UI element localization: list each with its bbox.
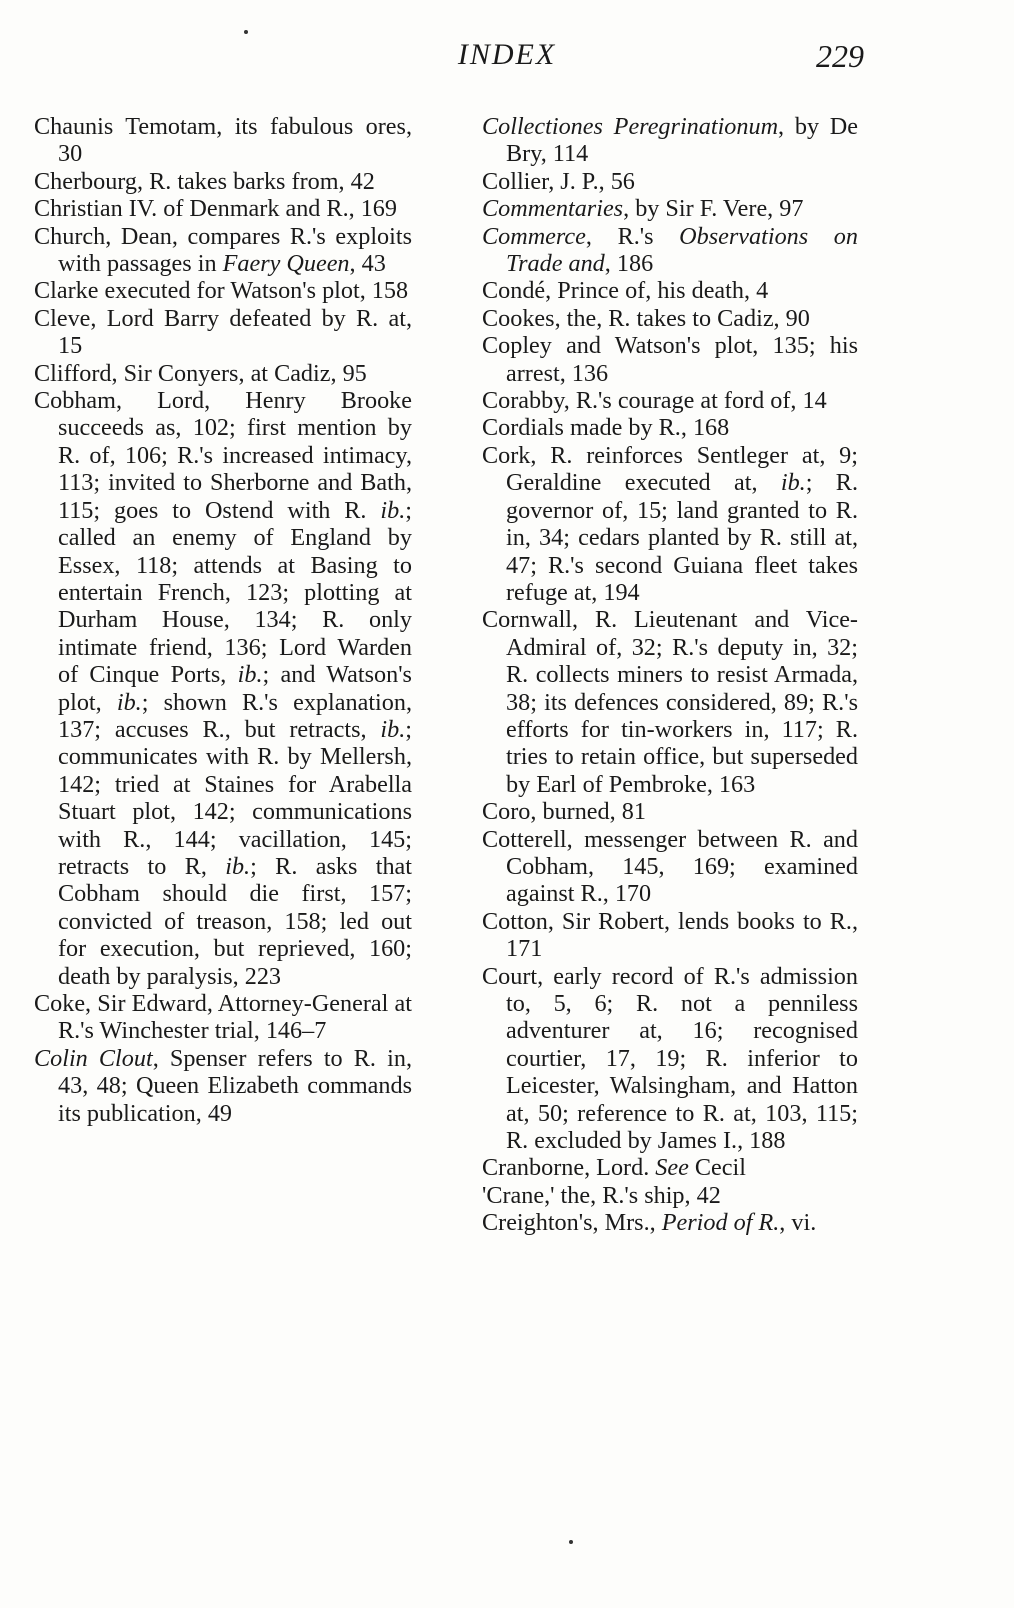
index-entry: Cork, R. reinforces Sentleger at, 9; Geraldine executed at, ib.; R. governor of, 15; land granted to R. in, 34; cedars planted by R. still at, 47; R.'s second Guiana fleet takes refuge at, 194	[482, 441, 858, 606]
index-entry: Colin Clout, Spenser refers to R. in, 43, 48; Queen Elizabeth commands its publication, 49	[34, 1044, 412, 1127]
index-entry: Coke, Sir Edward, Attorney-General at R.'s Winchester trial, 146–7	[34, 990, 412, 1045]
index-entry: Clarke executed for Watson's plot, 158	[34, 277, 409, 305]
index-entry: Cotton, Sir Robert, lends books to R., 171	[482, 907, 858, 963]
index-entry: Cordials made by R., 168	[482, 414, 730, 442]
index-entry: Church, Dean, compares R.'s exploits with passages in Faery Queen, 43	[34, 222, 412, 278]
index-entry: Christian IV. of Denmark and R., 169	[34, 195, 397, 223]
index-entry: Cobham, Lord, Henry Brooke succeeds as, 102; first mention by R. of, 106; R.'s increased intimacy, 113; invited to Sherborne and Bath, 115; goes to Ostend with R. ib.; called an enemy of England by Essex, 118; attends at Basing to entertain French, 123; plotting at Durham House, 134; R. only intimate friend, 136; Lord Warden of Cinque Ports, ib.; and Watson's plot, ib.; shown R.'s explanation, 137; accuses R., but retracts, ib.; communicates with R. by Mellersh, 142; tried at Staines for Arabella Stuart plot, 142; communications with R., 144; vacillation, 145; retracts to R, ib.; R. asks that Cobham should die first, 157; convicted of treason, 158; led out for execution, but reprieved, 160; death by paralysis, 223	[34, 387, 412, 990]
index-entry: Commerce, R.'s Observations on Trade and, 186	[482, 222, 858, 278]
print-speck	[569, 1540, 573, 1544]
index-entry: Cookes, the, R. takes to Cadiz, 90	[482, 304, 810, 332]
index-entry: Condé, Prince of, his death, 4	[482, 277, 769, 305]
index-entry: Cranborne, Lord. See Cecil	[482, 1154, 746, 1182]
index-entry: Coro, burned, 81	[482, 798, 646, 826]
index-entry: Corabby, R.'s courage at ford of, 14	[482, 387, 827, 415]
index-entry: Collier, J. P., 56	[482, 167, 635, 195]
index-entry: Cotterell, messenger between R. and Cobham, 145, 169; examined against R., 170	[482, 825, 858, 908]
index-entry: Commentaries, by Sir F. Vere, 97	[482, 195, 804, 223]
index-entry: Cornwall, R. Lieutenant and Vice-Admiral of, 32; R.'s deputy in, 32; R. collects miners to resist Armada, 38; its defences considered, 89; R.'s efforts for tin-workers in, 117; R. tries to retain office, but superseded by Earl of Pembroke, 163	[482, 606, 858, 798]
index-entry: Court, early record of R.'s admission to, 5, 6; R. not a penniless adventurer at, 16; recognised courtier, 17, 19; R. inferior to Leicester, Walsingham, and Hatton at, 50; reference to R. at, 103, 115; R. excluded by James I., 188	[482, 962, 858, 1155]
index-entry: Collectiones Peregrinationum, by De Bry, 114	[482, 113, 859, 168]
print-speck	[244, 30, 248, 34]
index-entry: Copley and Watson's plot, 135; his arrest, 136	[482, 332, 858, 387]
index-column-left	[34, 113, 412, 1127]
index-entry: Cherbourg, R. takes barks from, 42	[34, 167, 375, 195]
index-entry: Chaunis Temotam, its fabulous ores, 30	[34, 113, 412, 168]
index-entry: Cleve, Lord Barry defeated by R. at, 15	[34, 304, 412, 360]
index-column-right	[482, 113, 858, 1237]
index-entry: 'Crane,' the, R.'s ship, 42	[482, 1181, 721, 1209]
running-head-title: INDEX	[457, 38, 557, 71]
index-entry: Clifford, Sir Conyers, at Cadiz, 95	[34, 359, 367, 387]
page-number: 229	[816, 38, 864, 74]
index-entry: Creighton's, Mrs., Period of R., vi.	[482, 1209, 817, 1237]
